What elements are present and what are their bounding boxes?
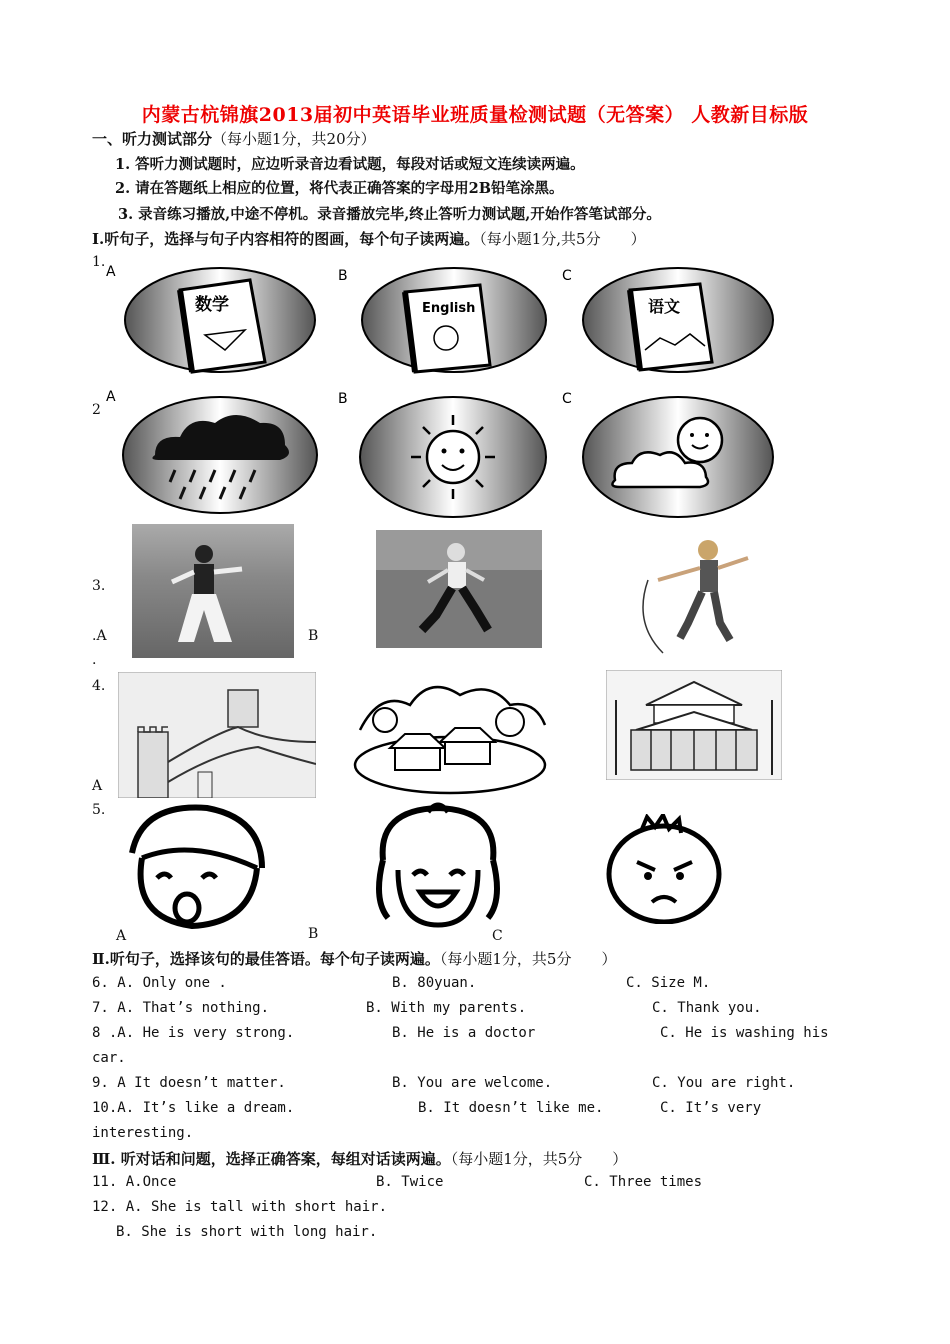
section-2-note: （每小题1分，共5分 ） [439, 950, 617, 968]
part1-heading-text: 一、听力测试部分 [92, 130, 213, 148]
q9-option-c: C. You are right. [652, 1075, 796, 1091]
q11-option-b: B. Twice [376, 1174, 444, 1190]
section-3-note: （每小题1分，共5分 ） [450, 1150, 628, 1168]
q9-option-b: B. You are welcome. [392, 1075, 553, 1091]
q1-book-title-a: 数学 [195, 295, 229, 315]
q6-option-a: 6. A. Only one . [92, 975, 227, 991]
part1-heading-note: （每小题1分，共20分） [212, 130, 376, 148]
q2-label-a: A [106, 389, 116, 405]
q1-label-c: C [562, 268, 572, 284]
q3-option-a-exercise-photo [132, 524, 294, 658]
q5-label-c: C [492, 928, 503, 944]
q1-option-c-book-icon [583, 268, 773, 372]
q1-number: 1. [92, 254, 106, 270]
q1-label-b: B [338, 268, 348, 284]
q11-option-a: 11. A.Once [92, 1174, 177, 1190]
q5-number: 5. [92, 802, 106, 818]
rule-1: 1. 答听力测试题时，应边听录音边看试题，每段对话或短文连续读两遍。 [115, 156, 585, 173]
q1-book-title-c: 语文 [648, 297, 681, 316]
q3-number: 3. [92, 578, 106, 594]
q10-option-b: B. It doesn’t like me. [418, 1100, 604, 1116]
page-title: 内蒙古杭锦旗2013届初中英语毕业班质量检测试题（无答案） 人教新目标版 [141, 104, 809, 126]
q5-label-a: A [116, 928, 127, 944]
q6-option-b: B. 80yuan. [392, 975, 477, 991]
q5-option-a-crying-face-icon [112, 798, 272, 932]
q2-option-b-sun-icon [360, 397, 546, 517]
q1-pictures [100, 250, 790, 382]
section-3-heading-text: Ⅲ. 听对话和问题，选择正确答案，每组对话读两遍。 [92, 1150, 451, 1168]
q5-option-c-angry-boy-icon [602, 814, 726, 924]
q4-number: 4. [92, 678, 106, 694]
part1-heading [92, 128, 376, 149]
q2-number: 2 [92, 402, 101, 418]
q2-label-c: C [562, 391, 572, 407]
rule-3: 3. 录音练习播放,中途不停机。录音播放完毕,终止答听力测试题,开始作答笔试部分。 [118, 206, 661, 223]
q3-label-a: .A [92, 628, 107, 644]
q1-option-b-book-icon [362, 268, 546, 372]
section-3-heading [92, 1148, 627, 1169]
q2-label-b: B [338, 391, 348, 407]
q3-option-c-jump-rope-photo [608, 528, 784, 660]
q1-option-a-book-icon [125, 268, 315, 372]
q8-option-c-wrap: car. [92, 1050, 126, 1066]
q1-label-a: A [106, 264, 116, 280]
q4-option-c-tiananmen-icon [606, 670, 782, 780]
q12-option-b: B. She is short with long hair. [116, 1224, 378, 1240]
q4-option-a-great-wall-icon [118, 672, 316, 798]
q3-option-b-running-photo [376, 530, 542, 648]
rule-2: 2. 请在答题纸上相应的位置，将代表正确答案的字母用2B铅笔涂黑。 [115, 180, 564, 197]
q10-option-a: 10.A. It’s like a dream. [92, 1100, 295, 1116]
q3-label-b: B [308, 628, 319, 644]
q8-option-c: C. He is washing his [660, 1025, 829, 1041]
q5-option-b-happy-girl-icon [358, 800, 518, 932]
q1-book-title-b: English [422, 301, 476, 316]
section-2-heading [92, 948, 616, 969]
section-2-heading-text: Ⅱ.听句子，选择该句的最佳答语。每个句子读两遍。 [92, 950, 440, 968]
q5-label-b: B [308, 926, 319, 942]
section-1-note: （每小题1分,共5分 ） [479, 230, 646, 248]
q7-option-c: C. Thank you. [652, 1000, 762, 1016]
q7-option-b: B. With my parents. [366, 1000, 527, 1016]
q10-option-c-wrap: interesting. [92, 1125, 194, 1141]
q3-dot: . [92, 652, 97, 668]
q7-option-a: 7. A. That’s nothing. [92, 1000, 270, 1016]
q2-option-a-rain-icon [123, 397, 317, 513]
q4-option-b-village-icon [350, 670, 550, 798]
q11-option-c: C. Three times [584, 1174, 703, 1190]
q4-label-a: A [92, 778, 103, 794]
q6-option-c: C. Size M. [626, 975, 711, 991]
q10-option-c: C. It’s very [660, 1100, 762, 1116]
section-1-heading-text: Ⅰ.听句子，选择与句子内容相符的图画，每个句子读两遍。 [92, 230, 480, 248]
q8-option-a: 8 .A. He is very strong. [92, 1025, 295, 1041]
q2-pictures [100, 385, 790, 520]
q8-option-b: B. He is a doctor [392, 1025, 536, 1041]
q9-option-a: 9. A It doesn’t matter. [92, 1075, 286, 1091]
section-1-heading [92, 228, 646, 249]
q12-option-a: 12. A. She is tall with short hair. [92, 1199, 388, 1215]
q2-option-c-cloudy-sun-icon [583, 397, 773, 517]
